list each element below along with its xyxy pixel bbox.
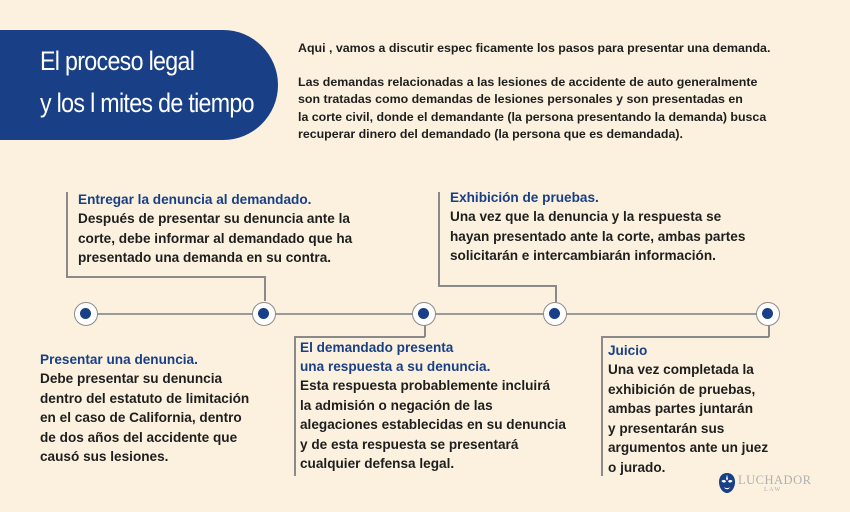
- page-title-line-2: y los l mites de tiempo: [40, 88, 254, 118]
- step-3: [300, 338, 566, 474]
- connector-step-5-bottom: [601, 336, 769, 338]
- timeline-node-1: [74, 302, 98, 326]
- step-3-title: El demandado presenta una respuesta a su denuncia.: [300, 340, 491, 374]
- timeline-node-5: [756, 302, 780, 326]
- intro-paragraph-2: Las demandas relacionadas a las lesiones de accidente de auto generalmente son tratadas como demandas de lesiones personales y son presentadas en la corte civil, donde el demandante (la persona presentando la demanda) busca recuperar dinero del demandado (la persona que es demandada).: [298, 74, 767, 141]
- title-banner: [0, 30, 278, 140]
- step-1-body: Debe presentar su denuncia dentro del estatuto de limitación en el caso de California, dentro de dos años del accidente que causó sus lesiones.: [40, 371, 250, 464]
- intro-paragraph-1: Aqui , vamos a discutir espec ficamente los pasos para presentar una demanda.: [298, 41, 771, 55]
- step-4-title: Exhibición de pruebas.: [450, 190, 599, 205]
- connector-step-4-top: [438, 285, 556, 287]
- step-1: [40, 350, 249, 467]
- step-5-title: Juicio: [608, 343, 648, 358]
- luchador-law-logo: [718, 472, 818, 496]
- connector-step-5-left: [601, 336, 603, 476]
- page-title-line-1: El proceso legal: [40, 46, 195, 76]
- step-2: [78, 190, 352, 268]
- step-5: [608, 341, 768, 477]
- timeline-node-3: [412, 302, 436, 326]
- connector-step-2-left: [66, 192, 68, 277]
- intro-text: [298, 40, 828, 144]
- connector-step-4-left: [438, 192, 440, 286]
- step-2-body: Después de presentar su denuncia ante la corte, debe informar al demandado que ha presentado una demanda en su contra.: [78, 211, 353, 265]
- step-1-title: Presentar una denuncia.: [40, 352, 198, 367]
- timeline-node-2: [252, 302, 276, 326]
- connector-step-2-down: [264, 276, 266, 301]
- step-4: [450, 188, 745, 266]
- step-2-title: Entregar la denuncia al demandado.: [78, 192, 312, 207]
- luchador-mask-icon: [718, 472, 736, 494]
- logo-name: LUCHADOR: [738, 473, 812, 487]
- connector-step-2-top: [66, 276, 265, 278]
- step-4-body: Una vez que la denuncia y la respuesta se hayan presentado ante la corte, ambas partes solicitarán e intercambiarán información.: [450, 209, 746, 263]
- logo-subtitle: LAW: [764, 487, 782, 493]
- step-3-body: Esta respuesta probablemente incluirá la admisión o negación de las alegaciones establecidas en su denuncia y de esta respuesta se presentará cualquier defensa legal.: [300, 378, 566, 471]
- connector-step-3-left: [294, 336, 296, 476]
- timeline-node-4: [543, 302, 567, 326]
- connector-step-4-down: [555, 285, 557, 302]
- step-5-body: Una vez completada la exhibición de pruebas, ambas partes juntarán y presentarán sus argumentos ante un juez o jurado.: [608, 362, 769, 475]
